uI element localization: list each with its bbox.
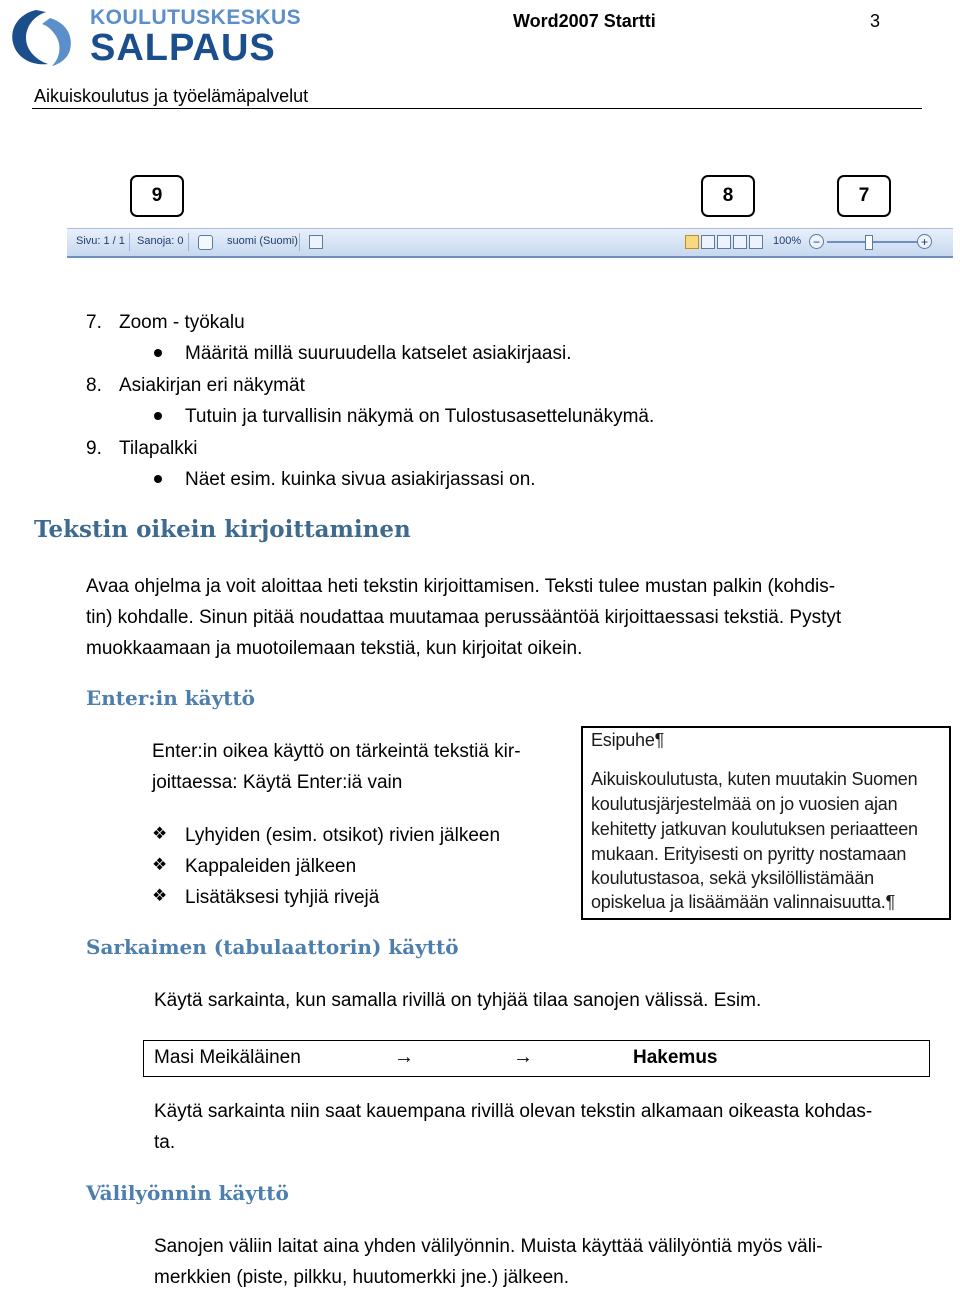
space-heading: Välilyönnin käyttö [86,1181,289,1205]
logo-line2: SALPAUS [90,27,276,69]
enter-heading: Enter:in käyttö [86,686,256,710]
section-heading: Tekstin oikein kirjoittaminen [34,516,411,543]
example-hakemus: Hakemus [633,1047,718,1068]
list-number: 8. [86,375,102,396]
header-rule [32,108,922,109]
example-line: koulutustasoa, sekä yksilöllistämään [591,868,874,888]
tab-paragraph: Käytä sarkainta, kun samalla rivillä on tyhjää tilaa sanojen välissä. Esim. [154,990,762,1011]
diamond-bullet-icon: ❖ [152,824,168,843]
status-word-count[interactable]: Sanoja: 0 [137,235,184,247]
example-line: kehitetty jatkuvan koulutuksen periaatteen [591,819,918,839]
paragraph-line: muokkaamaan ja muotoilemaan tekstiä, kun kirjoitat oikein. [86,638,583,659]
example-line: koulutusjärjestelmää on jo vuosien ajan [591,794,898,814]
tab-example-box [143,1040,930,1077]
full-screen-reading-view-icon[interactable] [701,235,715,249]
proofing-icon[interactable] [198,235,213,250]
enter-list-item: Lisätäksesi tyhjiä rivejä [185,887,380,908]
enter-intro-line: joittaessa: Käytä Enter:iä vain [152,772,403,793]
callout-9: 9 [130,175,184,217]
list-item-title: Zoom - työkalu [119,312,245,333]
example-line: Aikuiskoulutusta, kuten muutakin Suomen [591,769,918,789]
tab-arrow-icon: → [513,1046,533,1068]
tab-arrow-icon: → [394,1046,414,1068]
print-layout-view-icon[interactable] [685,235,699,249]
example-line: Esipuhe¶ [591,730,665,750]
enter-list-item: Kappaleiden jälkeen [185,856,357,877]
list-number: 7. [86,312,102,333]
paragraph-line: Avaa ohjelma ja voit aloittaa heti tekstin kirjoittamisen. Teksti tulee mustan palkin (kohdis- [86,576,836,597]
word-status-bar [67,228,953,258]
space-paragraph: merkkien (piste, pilkku, huutomerkki jne.) jälkeen. [154,1267,570,1288]
status-language[interactable]: suomi (Suomi) [227,235,298,247]
zoom-in-icon[interactable]: + [917,234,932,249]
status-separator [299,233,300,251]
status-page-count[interactable]: Sivu: 1 / 1 [76,235,125,247]
header-subtitle: Aikuiskoulutus ja työelämäpalvelut [34,86,309,106]
enter-list-item: Lyhyiden (esim. otsikot) rivien jälkeen [185,825,501,846]
tab-paragraph: ta. [154,1132,176,1153]
bullet-icon [154,349,162,357]
zoom-out-icon[interactable]: − [809,234,824,249]
diamond-bullet-icon: ❖ [152,855,168,874]
list-item-title: Tilapalkki [119,438,198,459]
list-item-bullet: Määritä millä suuruudella katselet asiakirjaasi. [185,343,572,364]
bullet-icon [154,412,162,420]
example-name: Masi Meikäläinen [154,1047,301,1068]
list-item-bullet: Tutuin ja turvallisin näkymä on Tulostusasettelunäkymä. [185,406,655,427]
callout-7: 7 [837,175,891,217]
tab-heading: Sarkaimen (tabulaattorin) käyttö [86,935,459,959]
logo-swirl-icon [6,4,78,70]
paragraph-line: tin) kohdalle. Sinun pitää noudattaa muutamaa perussääntöä kirjoittaessasi tekstiä. Pystyt [86,607,842,628]
status-separator [129,233,130,251]
page-number: 3 [870,11,881,31]
macro-record-icon[interactable] [309,235,323,249]
list-item-title: Asiakirjan eri näkymät [119,375,305,396]
outline-view-icon[interactable] [733,235,747,249]
salpaus-logo [6,4,302,70]
diamond-bullet-icon: ❖ [152,886,168,905]
zoom-slider-thumb[interactable] [865,235,873,250]
list-number: 9. [86,438,102,459]
tab-paragraph: Käytä sarkainta niin saat kauempana rivillä olevan tekstin alkamaan oikeasta kohdas- [154,1101,873,1122]
example-line: opiskelua ja lisäämään valinnaisuutta.¶ [591,892,896,912]
zoom-level[interactable]: 100% [773,235,802,247]
enter-intro-line: Enter:in oikea käyttö on tärkeintä tekstiä kir- [152,741,521,762]
callout-8: 8 [701,175,755,217]
logo-line1: KOULUTUSKESKUS [90,6,302,29]
esipuhe-example-box [581,726,951,920]
space-paragraph: Sanojen väliin laitat aina yhden välilyönnin. Muista käyttää välilyöntiä myös väli- [154,1236,823,1257]
status-separator [188,233,189,251]
doc-title: Word2007 Startti [513,11,656,31]
draft-view-icon[interactable] [749,235,763,249]
web-layout-view-icon[interactable] [717,235,731,249]
bullet-icon [154,475,162,483]
list-item-bullet: Näet esim. kuinka sivua asiakirjassasi on. [185,469,536,490]
example-line: mukaan. Erityisesti on pyritty nostamaan [591,844,907,864]
